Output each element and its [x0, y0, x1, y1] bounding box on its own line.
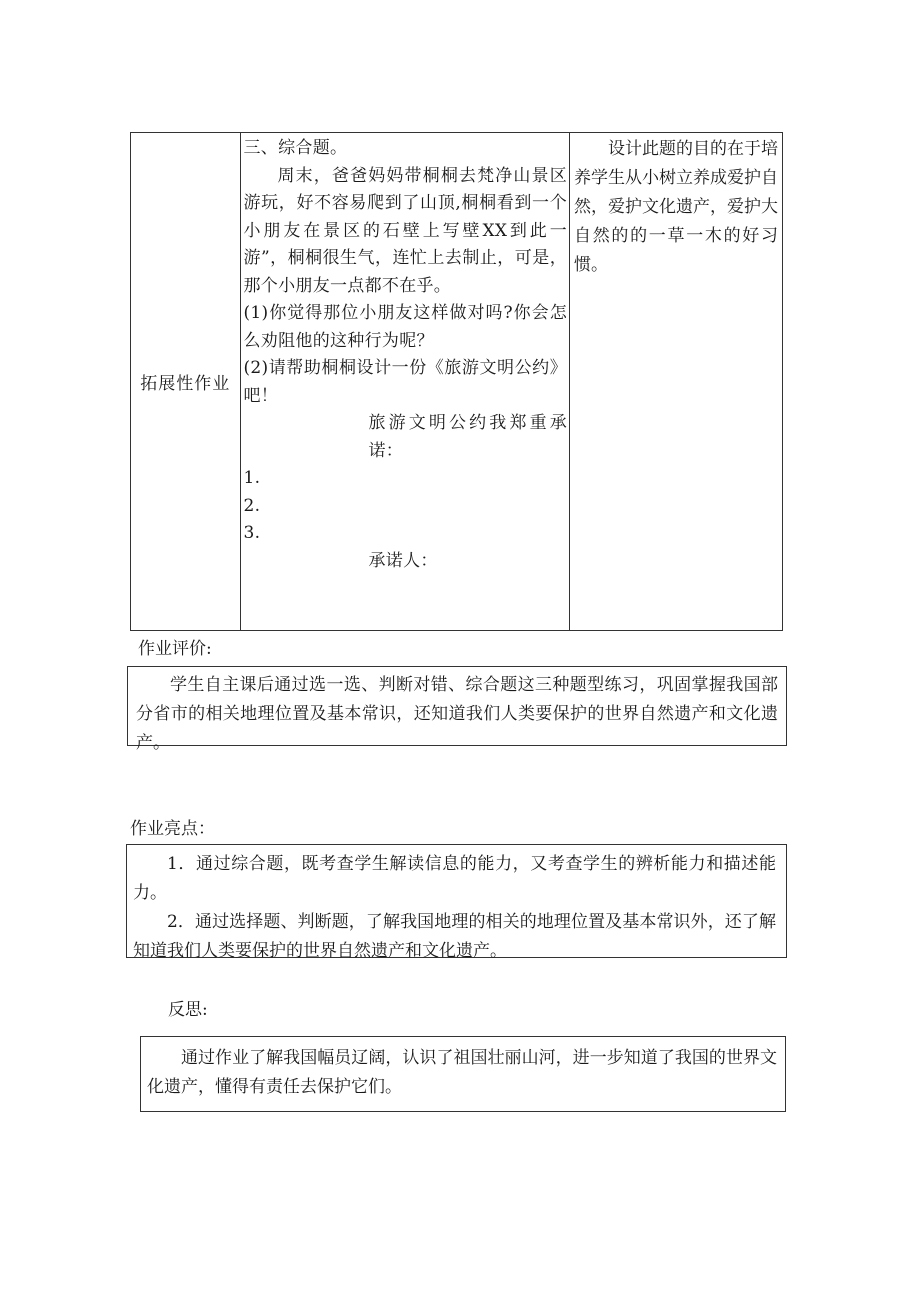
question-1: (1)你觉得那位小朋友这样做对吗?你会怎么劝阻他的这种行为呢？ [243, 303, 568, 351]
reflection-text: 通过作业了解我国幅员辽阔，认识了祖国壮丽山河，进一步知道了我国的世界文化遗产，懂得有责任去保护它们。 [147, 1048, 777, 1097]
homework-table [130, 132, 783, 631]
pledge-title: 旅游文明公约我郑重承诺： [368, 413, 568, 461]
reflection-title: 反思: [168, 1000, 208, 1020]
goal-text: 设计此题的目的在于培养学生从小树立养成爱护自然，爱护文化遗产，爱护大自然的的一草一木的好习惯。 [574, 139, 779, 275]
evaluation-title: 作业评价: [138, 639, 212, 659]
evaluation-text: 学生自主课后通过选一选、判断对错、综合题这三种题型练习，巩固掌握我国部分省市的相关地理位置及基本常识，还知道我们人类要保护的世界自然遗产和文化遗产。 [136, 675, 778, 753]
pledge-item: 3. [243, 523, 261, 543]
highlights-title: 作业亮点： [130, 819, 215, 839]
row-label: 拓展性作业 [131, 133, 241, 631]
question-2: (2)请帮助桐桐设计一份《旅游文明公约》吧！ [243, 358, 568, 406]
highlights-box [126, 844, 787, 961]
pledge-signer: 承诺人： [368, 550, 438, 571]
highlight-item: 1．通过综合题，既考查学生解读信息的能力，又考查学生的辨析能力和描述能力。 [133, 854, 776, 903]
evaluation-box [127, 666, 787, 753]
reflection-box [140, 1036, 786, 1112]
extension-homework-row [131, 133, 783, 631]
task-story: 周末，爸爸妈妈带桐桐去梵净山景区游玩，好不容易爬到了山顶,桐桐看到一个小朋友在景区的石壁上写壁XX到此一游”，桐桐很生气，连忙上去制止，可是，那个小朋友一点都不在乎。 [243, 165, 568, 296]
pledge-item: 1. [243, 468, 261, 488]
task-heading: 三、综合题。 [243, 138, 348, 158]
goal-cell [570, 133, 783, 631]
pledge-item: 2. [243, 495, 261, 516]
task-cell [240, 133, 570, 631]
highlight-item: 2．通过选择题、判断题，了解我国地理的相关的地理位置及基本常识外，还了解知道我们人类要保护的世界自然遗产和文化遗产。 [133, 912, 776, 961]
